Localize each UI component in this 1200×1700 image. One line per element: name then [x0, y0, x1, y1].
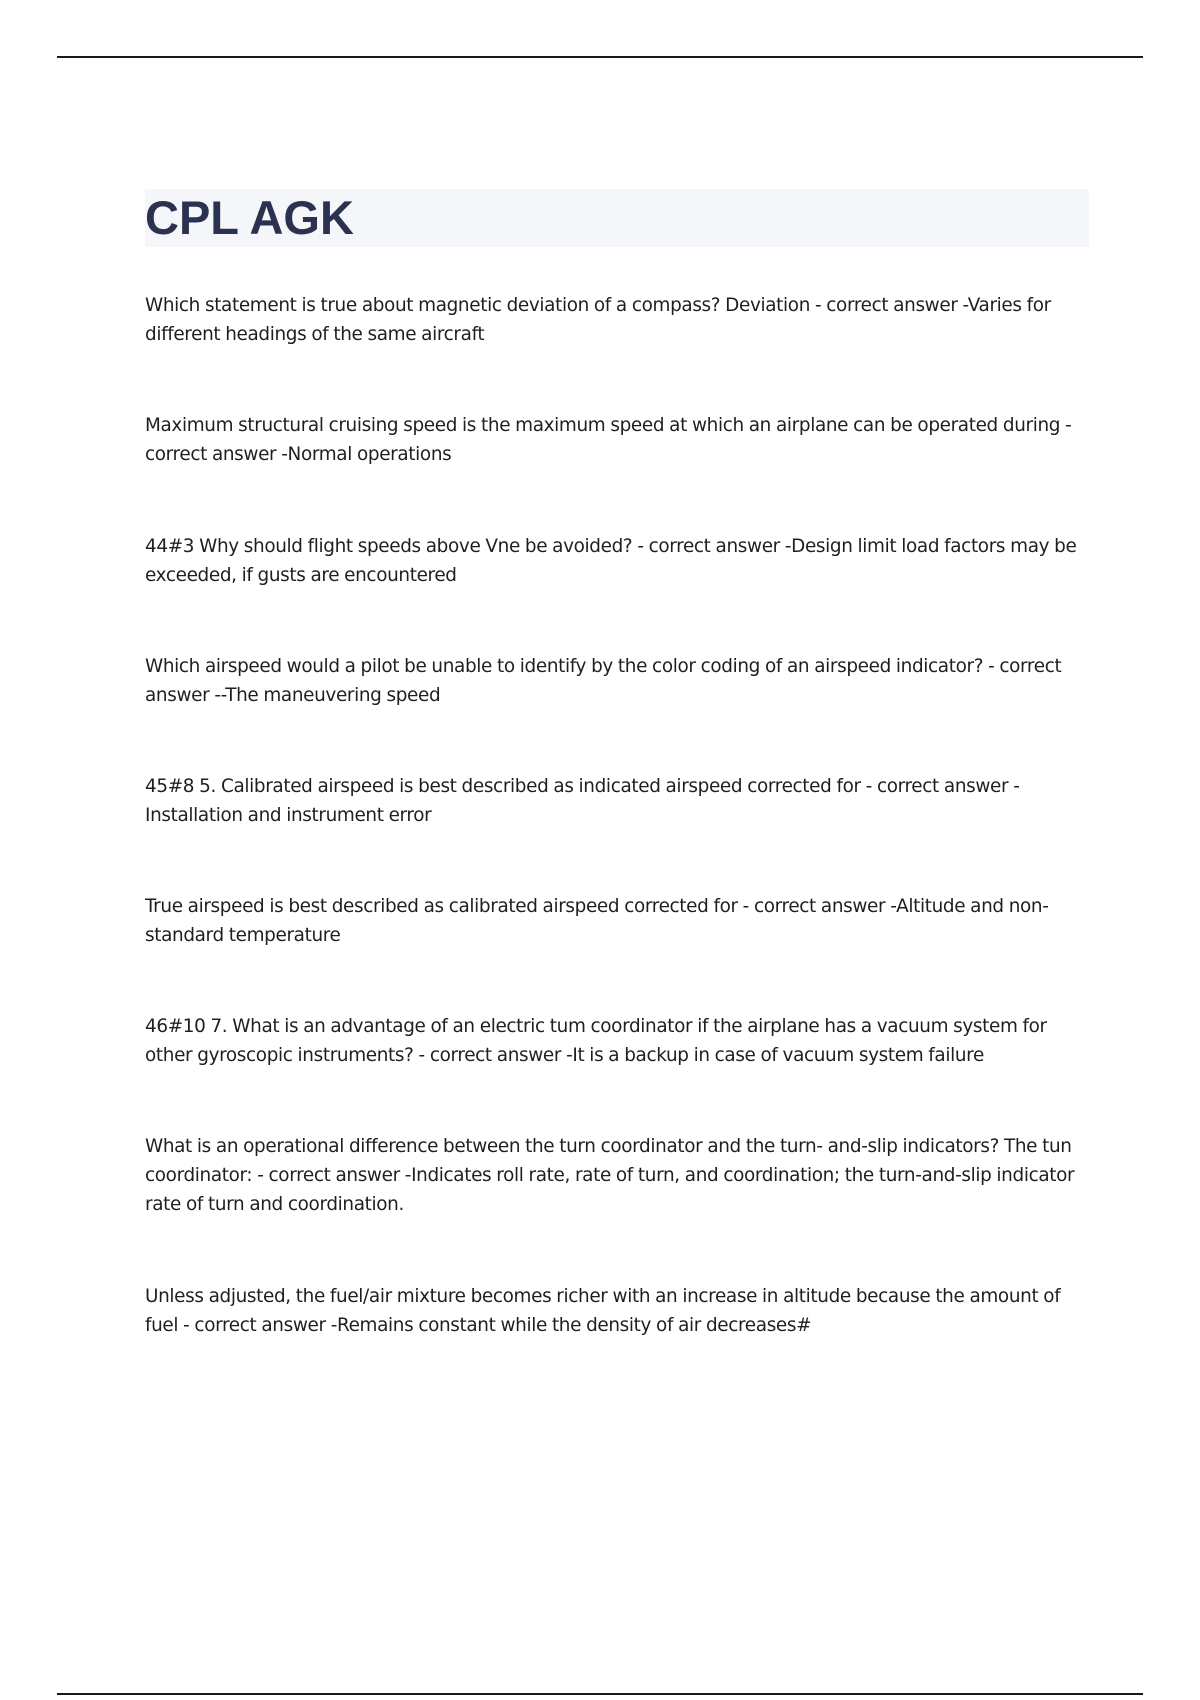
- qa-item: Which airspeed would a pilot be unable to identify by the color coding of an airspeed indicator? - correct answer --The maneuvering speed: [145, 656, 1062, 706]
- top-rule: [57, 56, 1143, 58]
- qa-item: True airspeed is best described as calibrated airspeed corrected for - correct answer -Altitude and non-standard temperature: [145, 896, 1049, 946]
- qa-item: Unless adjusted, the fuel/air mixture becomes richer with an increase in altitude because the amount of fuel - correct answer -Remains constant while the density of air decreases#: [145, 1286, 1061, 1336]
- qa-item: 46#10 7. What is an advantage of an electric tum coordinator if the airplane has a vacuum system for other gyroscopic instruments? - correct answer -It is a backup in case of vacuum system failure: [145, 1016, 1047, 1066]
- qa-item: Which statement is true about magnetic deviation of a compass? Deviation - correct answer -Varies for different headings of the same aircraft: [145, 295, 1051, 345]
- qa-item: What is an operational difference between the turn coordinator and the turn- and-slip indicators? The tun coordinator: - correct answer -Indicates roll rate, rate of turn, and coordination; the turn-and-slip indicator rate of turn and coordination.: [145, 1136, 1075, 1215]
- bottom-rule: [57, 1693, 1143, 1695]
- title-band: [145, 189, 1089, 247]
- page-title: CPL AGK: [145, 191, 354, 244]
- qa-item: Maximum structural cruising speed is the maximum speed at which an airplane can be operated during - correct answer -Normal operations: [145, 415, 1072, 465]
- qa-item: 45#8 5. Calibrated airspeed is best described as indicated airspeed corrected for - correct answer -Installation and instrument error: [145, 776, 1020, 826]
- qa-item: 44#3 Why should flight speeds above Vne be avoided? - correct answer -Design limit load factors may be exceeded, if gusts are encountered: [145, 536, 1077, 586]
